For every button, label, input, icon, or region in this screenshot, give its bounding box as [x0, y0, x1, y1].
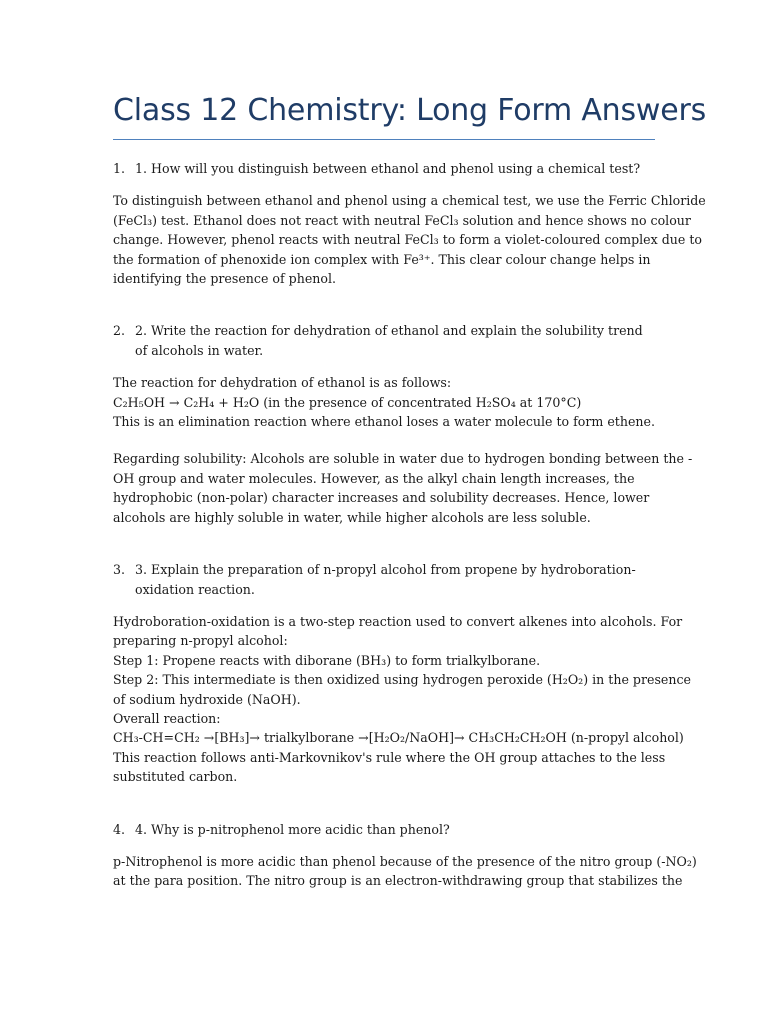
- answer-2-line: This is an elimination reaction where ethanol loses a water molecule to form ethene.: [113, 414, 655, 430]
- question-2: [113, 321, 658, 360]
- question-4-number: 4.: [113, 821, 126, 837]
- question-3-number: 3.: [113, 562, 126, 578]
- answer-3-line: substituted carbon.: [113, 769, 238, 785]
- question-4-text: 4. Why is p-nitrophenol more acidic than phenol?: [135, 821, 450, 837]
- answer-2-reaction: [113, 373, 658, 431]
- answer-2-line: C₂H₅OH → C₂H₄ + H₂O (in the presence of concentrated H₂SO₄ at 170°C): [113, 394, 582, 410]
- answer-2-line: OH group and water molecules. However, as the alkyl chain length increases, the: [113, 470, 635, 486]
- answer-2-line: Regarding solubility: Alcohols are soluble in water due to hydrogen bonding between the -: [113, 451, 693, 467]
- answer-4: [113, 852, 697, 891]
- answer-3-line: This reaction follows anti-Markovnikov's rule where the OH group attaches to the less: [113, 749, 666, 765]
- answer-1-line: change. However, phenol reacts with neutral FeCl₃ to form a violet-coloured complex due to: [113, 232, 702, 248]
- question-1: [113, 159, 658, 178]
- answer-2-line: alcohols are highly soluble in water, while higher alcohols are less soluble.: [113, 509, 591, 525]
- title-underline: [113, 139, 655, 140]
- page-title: Class 12 Chemistry: Long Form Answers: [113, 93, 707, 128]
- question-3-text: 3. Explain the preparation of n-propyl alcohol from propene by hydroboration-oxidation reaction.: [135, 562, 636, 597]
- answer-1-line: identifying the presence of phenol.: [113, 271, 337, 287]
- question-1-number: 1.: [113, 161, 126, 176]
- question-2-text: 2. Write the reaction for dehydration of ethanol and explain the solubility trend of alcohols in water.: [135, 323, 643, 358]
- answer-1-line: To distinguish between ethanol and phenol using a chemical test, we use the Ferric Chloride: [113, 193, 706, 209]
- answer-2-line: hydrophobic (non-polar) character increases and solubility decreases. Hence, lower: [113, 490, 650, 506]
- answer-3-line: of sodium hydroxide (NaOH).: [113, 691, 301, 707]
- answer-1-line: the formation of phenoxide ion complex with Fe³⁺. This clear colour change helps in: [113, 251, 651, 267]
- answer-3-line: Step 2: This intermediate is then oxidized using hydrogen peroxide (H₂O₂) in the presence: [113, 672, 691, 688]
- answer-2-line: The reaction for dehydration of ethanol is as follows:: [113, 375, 452, 391]
- answer-3-line: Hydroboration-oxidation is a two-step reaction used to convert alkenes into alcohols. For: [113, 613, 683, 629]
- answer-2-solubility: [113, 449, 693, 527]
- document-body: [113, 159, 706, 891]
- question-4: [113, 820, 658, 839]
- question-1-text: 1. How will you distinguish between ethanol and phenol using a chemical test?: [135, 161, 641, 176]
- answer-4-line: p-Nitrophenol is more acidic than phenol because of the presence of the nitro group (-NO₂): [113, 853, 697, 869]
- answer-4-line: at the para position. The nitro group is an electron-withdrawing group that stabilizes the: [113, 873, 683, 889]
- question-3: [113, 560, 658, 599]
- answer-3: [113, 612, 691, 787]
- answer-1-line: (FeCl₃) test. Ethanol does not react with neutral FeCl₃ solution and hence shows no colour: [113, 212, 691, 228]
- question-2-number: 2.: [113, 323, 126, 339]
- answer-3-line: CH₃-CH=CH₂ →[BH₃]→ trialkylborane →[H₂O₂/NaOH]→ CH₃CH₂CH₂OH (n-propyl alcohol): [113, 730, 684, 746]
- answer-3-line: preparing n-propyl alcohol:: [113, 633, 288, 649]
- answer-3-line: Overall reaction:: [113, 710, 221, 726]
- answer-3-line: Step 1: Propene reacts with diborane (BH₃) to form trialkylborane.: [113, 652, 541, 668]
- answer-1: [113, 191, 706, 288]
